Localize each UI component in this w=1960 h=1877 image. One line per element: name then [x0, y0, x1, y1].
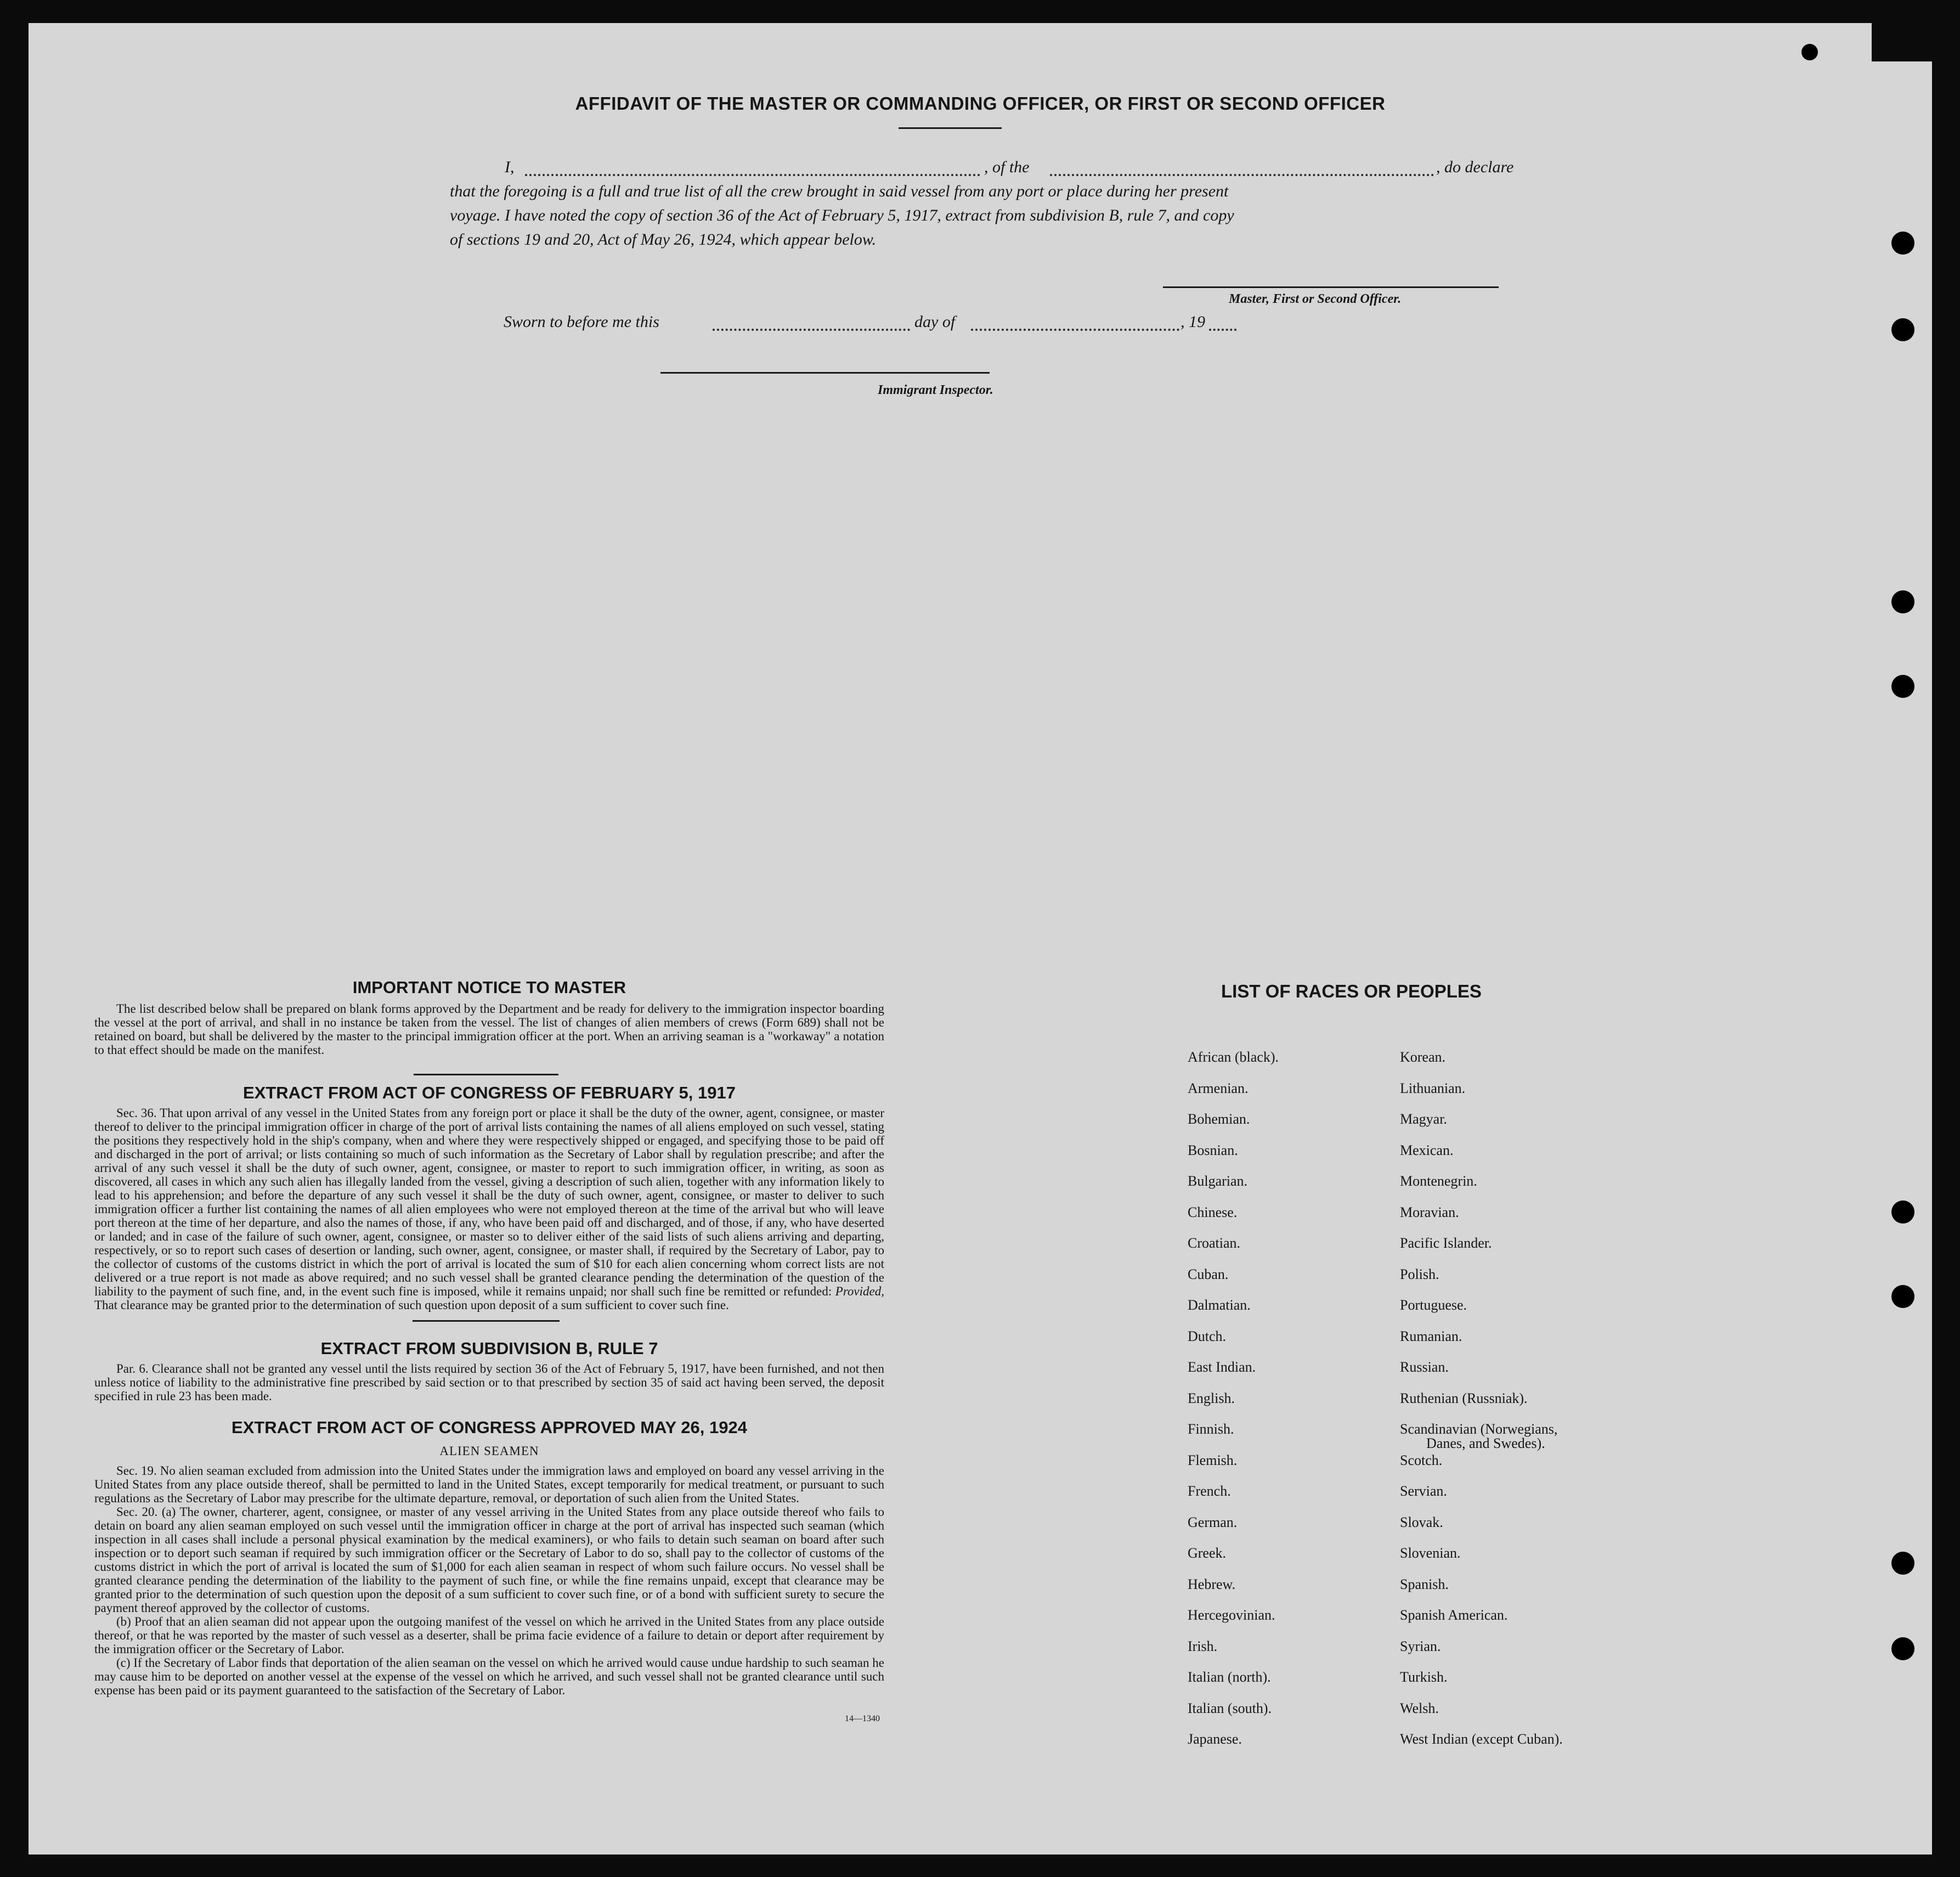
race-item: Spanish American. — [1400, 1607, 1508, 1623]
punch-hole — [1891, 232, 1914, 255]
year-label: , 19 — [1180, 313, 1205, 331]
punch-hole — [1891, 1552, 1914, 1575]
affidavit-line-3: voyage. I have noted the copy of section 36 of the Act of February 5, 1917, extract from subdivision B, rule 7, and copy — [450, 206, 1234, 224]
race-item: Syrian. — [1400, 1638, 1441, 1654]
title-underline — [899, 127, 1002, 129]
race-item: Ruthenian (Russniak). — [1400, 1390, 1528, 1406]
document-page — [29, 23, 1932, 1855]
race-item: German. — [1188, 1514, 1238, 1530]
race-item: Dutch. — [1188, 1328, 1227, 1344]
extract-1917-divider — [413, 1320, 560, 1322]
race-item: Rumanian. — [1400, 1328, 1462, 1344]
race-item: Moravian. — [1400, 1204, 1459, 1220]
race-item: Dalmatian. — [1188, 1297, 1251, 1313]
day-of-label: day of — [914, 313, 956, 331]
race-item-continuation: Danes, and Swedes). — [1426, 1435, 1545, 1451]
race-item: Pacific Islander. — [1400, 1235, 1492, 1251]
sworn-month-blank[interactable] — [971, 329, 1179, 331]
race-item: Slovenian. — [1400, 1545, 1461, 1561]
inspector-signature-line[interactable] — [660, 372, 990, 374]
race-item: Turkish. — [1400, 1669, 1448, 1685]
race-item: Slovak. — [1400, 1514, 1443, 1530]
race-item: Russian. — [1400, 1359, 1449, 1375]
section-20b-paragraph: (b) Proof that an alien seaman did not appear upon the outgoing manifest of the vessel on which he arrived in the United States from any place outside thereof, or that he was reported by the master of such vessel as a deserter, shall be prima facie evidence of a failure to detain or deport after requirement by the immigration officer or the Secretary of Labor. — [94, 1615, 884, 1656]
affidavit-of-the: , of the — [984, 158, 1030, 176]
inspector-caption: Immigrant Inspector. — [878, 383, 993, 397]
race-item: Croatian. — [1188, 1235, 1241, 1251]
notice-divider — [414, 1074, 558, 1075]
section-36-end: That clearance may be granted prior to the determination of such question upon deposit of a sum sufficient to cover such fine. — [94, 1298, 729, 1312]
race-item: Irish. — [1188, 1638, 1218, 1654]
affidavit-line-4: of sections 19 and 20, Act of May 26, 1924, which appear below. — [450, 230, 877, 249]
punch-hole — [1891, 590, 1914, 613]
sworn-label: Sworn to before me this — [504, 313, 659, 331]
race-item: Italian (north). — [1188, 1669, 1271, 1685]
vessel-blank-line[interactable] — [1050, 174, 1434, 176]
race-item: East Indian. — [1188, 1359, 1256, 1375]
race-item: Cuban. — [1188, 1266, 1229, 1282]
section-20a-paragraph: Sec. 20. (a) The owner, charterer, agent, consignee, or master of any vessel arriving in the United States from any place outside thereof who fails to detain on board any alien seaman employed on such vessel until the immigration officer in charge at the port of arrival has inspected such seaman (which inspection in all cases shall include a personal physical examination by the medical examiners), or who fails to detain such seaman on board after such inspection or to deport such seaman if required by such immigration officer or the Secretary of Labor to do so, shall pay to the collector of customs of the customs district in which the port of arrival is located the sum of $1,000 for each alien seaman in respect of whom such failure occurs. No vessel shall be granted clearance pending the determination of the liability to the payment of such fine, or while the fine remains unpaid, except that clearance may be granted prior to the determination of such question upon the deposit of a sum sufficient to cover such fine, or of a bond with sufficient surety to secure the payment thereof approved by the collector of customs. — [94, 1505, 884, 1615]
race-item: West Indian (except Cuban). — [1400, 1731, 1563, 1747]
section-19-paragraph: Sec. 19. No alien seaman excluded from admission into the United States under the immigration laws and employed on board any vessel arriving in the United States from any place outside thereof, shall be permitted to land in the United States, except temporarily for medical treatment, or pursuant to such regulations as the Secretary of Labor may prescribe for the ultimate departure, removal, or deportation of such alien from the United States. — [94, 1464, 884, 1505]
affidavit-do-declare: , do declare — [1436, 158, 1514, 176]
race-item: Italian (south). — [1188, 1700, 1272, 1716]
name-blank-line[interactable] — [525, 174, 980, 176]
section-36-label: Sec. 36. — [116, 1106, 157, 1120]
race-item: English. — [1188, 1390, 1235, 1406]
race-item: Bulgarian. — [1188, 1173, 1248, 1189]
master-signature-caption: Master, First or Second Officer. — [1229, 292, 1402, 306]
extract-1924-title: EXTRACT FROM ACT OF CONGRESS APPROVED MAY 26, 1924 — [231, 1418, 747, 1437]
punch-hole — [1891, 1200, 1914, 1224]
corner-shadow — [1872, 23, 1932, 61]
punch-hole — [1891, 1637, 1914, 1660]
form-number: 14—1340 — [845, 1714, 880, 1723]
race-item: Polish. — [1400, 1266, 1439, 1282]
master-signature-line[interactable] — [1163, 286, 1499, 288]
race-item: Korean. — [1400, 1049, 1446, 1065]
race-item: Flemish. — [1188, 1452, 1238, 1468]
alien-seamen-subtitle: ALIEN SEAMEN — [439, 1444, 539, 1458]
extract-1917-body — [94, 1106, 884, 1312]
race-item: Bosnian. — [1188, 1142, 1238, 1158]
affidavit-line-2: that the foregoing is a full and true list of all the crew brought in said vessel from any port or place during her present — [450, 182, 1229, 200]
extract-1917-title: EXTRACT FROM ACT OF CONGRESS OF FEBRUARY 5, 1917 — [243, 1083, 736, 1102]
race-item: Bohemian. — [1188, 1111, 1250, 1127]
races-title: LIST OF RACES OR PEOPLES — [1221, 981, 1482, 1001]
punch-hole — [1891, 318, 1914, 341]
rule7-body — [94, 1362, 884, 1403]
affidavit-title: AFFIDAVIT OF THE MASTER OR COMMANDING OFFICER, OR FIRST OR SECOND OFFICER — [575, 93, 1386, 114]
provided-label: Provided, — [835, 1284, 884, 1298]
race-item: French. — [1188, 1483, 1231, 1499]
section-36-text: That upon arrival of any vessel in the United States from any foreign port or place it shall be the duty of the owner, agent, consignee, or master thereof to deliver to the principal immigration officer in charge of the port of arrival lists containing the names of all aliens employed on such vessel, stating the positions they respectively hold in the ship's company, when and where they were respectively shipped or engaged, and specifying those to be paid off and discharged in the port of arrival; or lists containing so much of such information as the Secretary of Labor shall by regulation prescribe; and after the arrival of any such vessel it shall be the duty of such owner, agent, consignee, or master to report to such immigration officer, in writing, as soon as discovered, all cases in which any such alien has illegally landed from the vessel, giving a description of such alien, together with any information likely to lead to his apprehension; and before the departure of any such vessel it shall be the duty of such owner, agent, consignee, or master to deliver to such immigration officer a further list containing the names of all alien employees who were not employed thereon at the time of the arrival but who will leave port thereon at the time of her departure, and also the names of those, if any, who have been paid off and discharged, and of those, if any, who have deserted or landed; and in case of the failure of such owner, agent, consignee, or master so to deliver either of the said lists of such aliens arriving and departing, respectively, or so to report such cases of desertion or landing, such owner, agent, consignee, or master shall, if required by the Secretary of Labor, pay to the collector of customs of the customs district in which the port of arrival is located the sum of $10 for each alien concerning whom correct lists are not delivered or a true report is not made as above required; and no such vessel shall be granted clearance pending the determination of the question of the liability to the payment of such fine, and, in the event such fine is imposed, while it remains unpaid; nor shall such fine be remitted or refunded: — [94, 1106, 884, 1298]
race-item: Finnish. — [1188, 1421, 1234, 1437]
race-item: Hercegovinian. — [1188, 1607, 1275, 1623]
race-item: Lithuanian. — [1400, 1080, 1466, 1096]
notice-title: IMPORTANT NOTICE TO MASTER — [352, 978, 626, 997]
race-item: Chinese. — [1188, 1204, 1238, 1220]
race-item: Mexican. — [1400, 1142, 1454, 1158]
race-item: Japanese. — [1188, 1731, 1242, 1747]
race-item: Scotch. — [1400, 1452, 1443, 1468]
race-item: Armenian. — [1188, 1080, 1249, 1096]
race-item: Portuguese. — [1400, 1297, 1467, 1313]
punch-hole — [1891, 675, 1914, 698]
affidavit-i-label: I, — [505, 158, 515, 176]
race-item: African (black). — [1188, 1049, 1279, 1065]
race-item: Montenegrin. — [1400, 1173, 1477, 1189]
sworn-day-blank[interactable] — [713, 329, 910, 331]
race-item: Spanish. — [1400, 1576, 1449, 1592]
rule7-title: EXTRACT FROM SUBDIVISION B, RULE 7 — [320, 1339, 658, 1358]
punch-hole — [1801, 44, 1818, 60]
race-item: Scandinavian (Norwegians, — [1400, 1421, 1558, 1437]
rule7-paragraph: Par. 6. Clearance shall not be granted any vessel until the lists required by section 36 of the Act of February 5, 1917, have been furnished, and not then unless notice of liability to the administrative fine prescribed by said section or to that prescribed by section 35 of said act having been served, the deposit specified in rule 23 has been made. — [94, 1362, 884, 1403]
race-item: Greek. — [1188, 1545, 1227, 1561]
punch-hole — [1891, 1285, 1914, 1308]
notice-body — [94, 1002, 884, 1057]
race-item: Hebrew. — [1188, 1576, 1236, 1592]
race-item: Magyar. — [1400, 1111, 1447, 1127]
extract-1924-body — [94, 1464, 884, 1697]
race-item: Welsh. — [1400, 1700, 1439, 1716]
notice-paragraph: The list described below shall be prepared on blank forms approved by the Department and be ready for delivery to the immigration inspector boarding the vessel at the port of arrival, and shall in no instance be taken from the vessel. The list of changes of alien members of crews (Form 689) shall not be retained on board, but shall be delivered by the master to the principal immigration officer at the port. When an arriving seaman is a "workaway" a notation to that effect should be made on the manifest. — [94, 1002, 884, 1057]
sworn-year-blank[interactable] — [1209, 329, 1236, 331]
race-item: Servian. — [1400, 1483, 1447, 1499]
section-20c-paragraph: (c) If the Secretary of Labor finds that deportation of the alien seaman on the vessel on which he arrived would cause undue hardship to such seaman he may cause him to be deported on another vessel at the expense of the vessel on which he arrived, and such vessel shall not be granted clearance until such expense has been paid or its payment guaranteed to the satisfaction of the Secretary of Labor. — [94, 1656, 884, 1697]
